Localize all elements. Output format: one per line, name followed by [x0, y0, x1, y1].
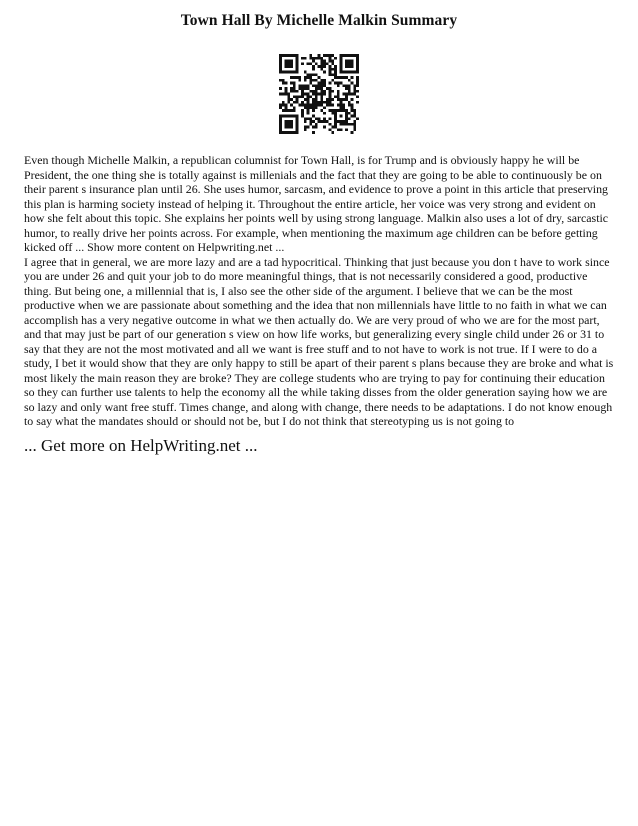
qr-code-icon	[279, 54, 359, 134]
page-title: Town Hall By Michelle Malkin Summary	[180, 12, 458, 29]
paragraph-summary: Even though Michelle Malkin, a republican columnist for Town Hall, is for Trump and is obviously happy he will be President, the one thing she is totally against is millenials and the fact that they are going to be able to continuously be on their parent s insurance plan until 26. She uses humor, sarcasm, and evidence to prove a point in this article that preserving this plan is harming society instead of helping it. Throughout the entire article, her voice was very strong and evident on how she felt about this topic. She explains her points well by using strong language. Malkin also uses a lot of dry, sarcastic humor, to really drive her points across. For example, when mentioning the maximum age children can be before getting kicked off ... Show more content on Helpwriting.net ...	[24, 153, 609, 254]
get-more-link[interactable]: ... Get more on HelpWriting.net ...	[24, 436, 258, 455]
article-body	[24, 153, 616, 429]
paragraph-opinion: I agree that in general, we are more lazy and are a tad hypocritical. Thinking that just because you don t have to work since you are under 26 and quit your job to do more meaningful things, that is not necessarily considered a good, productive thing. But being one, a millennial that is, I also see the other side of the argument. I believe that we can be the most productive when we are passionate about something and the idea that non millennials have little to no faith in what we can accomplish has a very negative outcome in what we then actually do. We are very proud of who we are for the most part, and that may just be part of our generation s view on how life works, but generalizing every single child under 26 or 31 to say that they are not the most motivated and all we want is free stuff and to not have to work is not true. If I were to do a study, I bet it would show that they are only happy to still be apart of their parent s plans because they are broke and what is most likely the main reason they are broke? They are college students who are trying to pay for continuing their education so they can further use talents to help the economy all the while taking disses from the older generation saying how we are so lazy and only want free stuff. Times change, and along with change, there needs to be adaptations. I do not know enough to say what the mandates should or should not be, but I do not think that stereotyping us is not going to	[24, 254, 614, 428]
